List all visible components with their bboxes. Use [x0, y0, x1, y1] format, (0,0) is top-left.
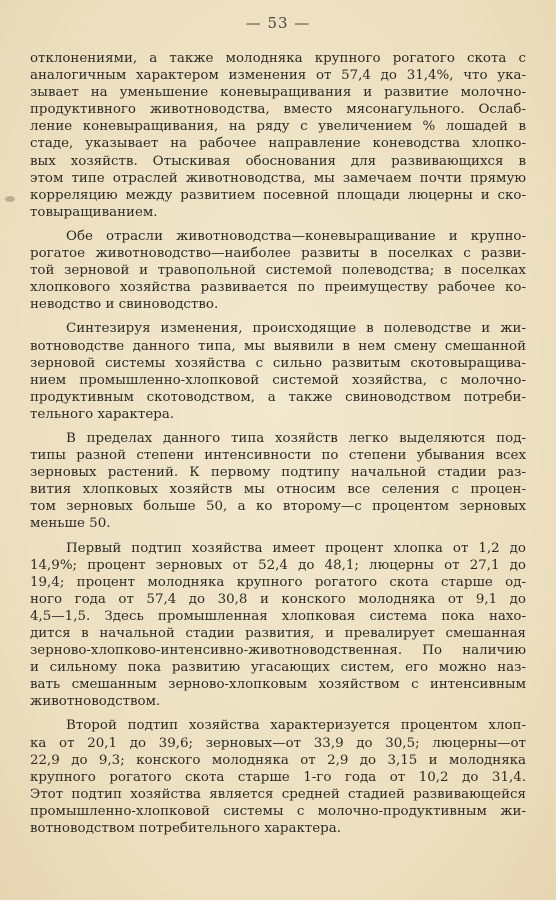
text-line: той зерновой и травопольной системой полеводства; в поселках — [30, 263, 526, 279]
text-line: нием промышленно-хлопковой системой хозяйства, с молочно- — [30, 372, 526, 388]
text-line: тельного характера. — [30, 406, 175, 422]
text-line: дится в начальной стадии развития, и превалирует смешанная — [30, 626, 526, 641]
text-line: корреляцию между развитием посевной площади люцерны и ско- — [30, 187, 526, 203]
text-line: 4,5—1,5. Здесь промышленная хлопковая система пока нахо- — [30, 608, 526, 624]
text-line: Обе отрасли животноводства—коневыращивание и крупно- — [66, 228, 526, 244]
text-line: Второй подтип хозяйства характеризуется процентом хлоп- — [66, 718, 526, 734]
text-line: животноводством. — [30, 694, 161, 710]
paragraph — [30, 540, 526, 711]
text-line: зерновой системы хозяйства с сильно развитым скотовыращива- — [30, 355, 526, 371]
text-line: ного года от 57,4 до 30,8 и конского молодняка от 9,1 до — [30, 591, 526, 607]
text-line: Первый подтип хозяйства имеет процент хлопка от 1,2 до — [66, 540, 526, 556]
text-line: продуктивным скотоводством, а также свиноводством потреби- — [30, 389, 526, 405]
text-line: Этот подтип хозяйства является средней стадией развивающейся — [30, 786, 526, 802]
text-line: вых хозяйств. Отыскивая обоснования для развивающихся в — [30, 153, 526, 169]
paragraph — [30, 717, 526, 837]
paragraph — [30, 50, 526, 221]
text-line: вотноводстве данного типа, мы выявили в нем смену смешанной — [30, 338, 526, 354]
paragraph — [30, 228, 526, 313]
text-line: зерновых растений. К первому подтипу начальной стадии раз- — [30, 465, 526, 481]
text-line: аналогичным характером изменения от 57,4 до 31,4%, что ука- — [30, 68, 526, 84]
text-line: промышленно-хлопковой системы с молочно-продуктивным жи- — [30, 803, 526, 819]
text-line: меньше 50. — [30, 516, 111, 532]
text-line: В пределах данного типа хозяйств легко выделяются под- — [66, 430, 526, 446]
text-line: ка от 20,1 до 39,6; зерновых—от 33,9 до 30,5; люцерны—от — [30, 735, 526, 751]
text-line: 22,9 до 9,3; конского молодняка от 2,9 до 3,15 и молодняка — [30, 752, 526, 768]
text-line: 19,4; процент молодняка крупного рогатого скота старше од- — [30, 574, 526, 590]
text-line: и сильному пока развитию угасающих систем, его можно наз- — [30, 660, 526, 676]
text-line: Синтезируя изменения, происходящие в полеводстве и жи- — [66, 321, 526, 337]
text-line: типы разной степени интенсивности по степени убывания всех — [30, 448, 526, 464]
text-line: рогатое животноводство—наиболее развиты в поселках с разви- — [30, 246, 526, 262]
paragraph — [30, 430, 526, 533]
text-line: вотноводством потребительного характера. — [30, 821, 341, 837]
text-line: том зерновых больше 50, а ко второму—с процентом зерновых — [30, 499, 526, 515]
page-number: — 53 — — [245, 14, 311, 32]
text-line: ление коневыращивания, на ряду с увеличением % лошадей в — [30, 119, 526, 135]
text-line: вития хлопковых хозяйств мы относим все селения с процен- — [30, 482, 526, 498]
text-line: этом типе отраслей животноводства, мы замечаем почти прямую — [30, 170, 526, 186]
text-line: продуктивного животноводства, вместо мясонагульного. Ослаб- — [30, 102, 526, 118]
text-line: хлопкового хозяйства развивается по преимуществу рабочее ко- — [30, 280, 526, 296]
text-line: товыращиванием. — [30, 204, 158, 220]
ink-smudge — [5, 196, 15, 202]
body-text — [30, 50, 526, 844]
text-line: отклонениями, а также молодняка крупного рогатого скота с — [30, 51, 526, 66]
text-line: зывает на уменьшение коневыращивания и развитие молочно- — [30, 85, 526, 101]
paragraph — [30, 320, 526, 423]
text-line: крупного рогатого скота старше 1-го года от 10,2 до 31,4. — [30, 769, 526, 785]
text-line: вать смешанным зерново-хлопковым хозяйством с интенсивным — [30, 677, 526, 693]
text-line: неводство и свиноводство. — [30, 297, 219, 313]
text-line: зерново-хлопково-интенсивно-животноводственная. По наличию — [30, 643, 526, 659]
text-line: стаде, указывает на рабочее направление коневодства хлопко- — [30, 136, 526, 152]
text-line: 14,9%; процент зерновых от 52,4 до 48,1; люцерны от 27,1 до — [30, 557, 526, 573]
